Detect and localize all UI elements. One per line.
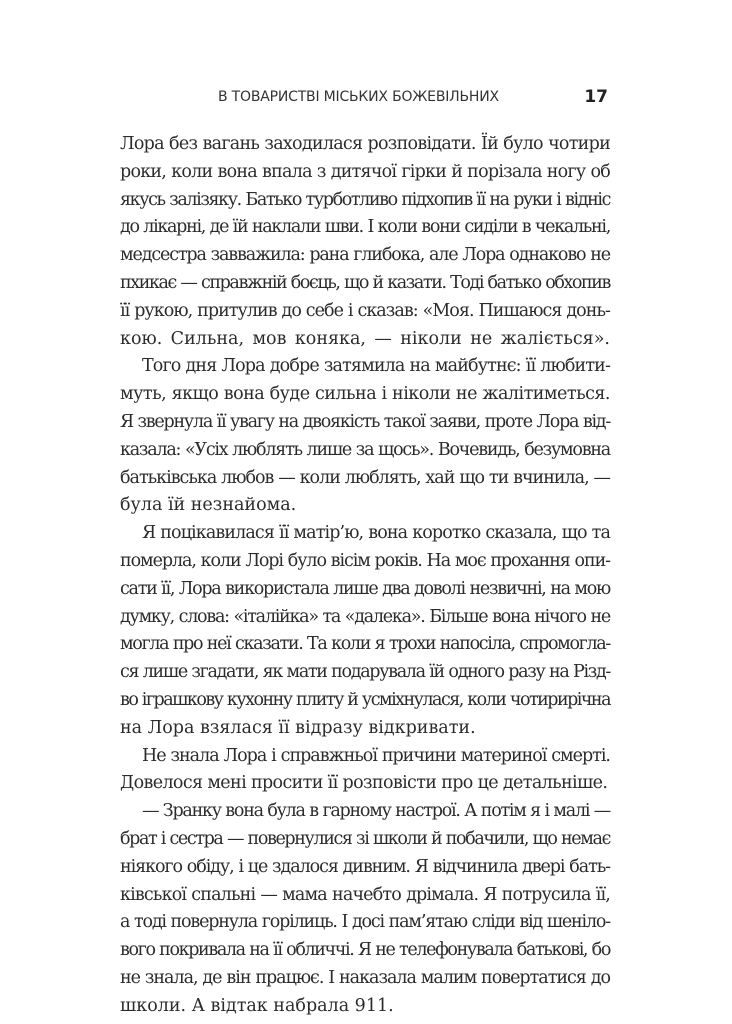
text-line: муть, якщо вона буде сильна і ніколи не жалітиметься.	[120, 384, 610, 405]
text-line: казала: «Усіх люблять лише за щось». Вочевидь, безумовна	[120, 439, 610, 460]
text-line: не знала, де він працює. І наказала малим повертатися до	[120, 967, 610, 988]
text-line: вого покривала на її обличчі. Я не телефонувала батькові, бо	[120, 940, 610, 961]
paragraph-4	[120, 743, 610, 799]
text-line: ківської спальні — мама начебто дрімала. Я потрусила її,	[120, 884, 610, 905]
text-line: школи. А відтак набрала 911.	[120, 995, 394, 1016]
body-text	[120, 131, 610, 1021]
text-line: пхикає — справжній боєць, що й казати. Тоді батько обхопив	[120, 272, 610, 293]
text-line: думку, слова: «італійка» та «далека». Більше вона нічого не	[120, 606, 610, 627]
text-line: роки, коли вона впала з дитячої гірки й порізала ногу об	[120, 161, 610, 182]
text-line: медсестра завважила: рана глибока, але Лора однаково не	[120, 245, 610, 266]
text-line: сати її, Лора використала лише два доволі незвичні, на мою	[120, 578, 610, 599]
paragraph-2	[120, 353, 610, 520]
text-line: її рукою, притулив до себе і сказав: «Моя. Пишаюся донь-	[120, 300, 610, 321]
text-line: ніякого обіду, і це здалося дивним. Я відчинила двері бать-	[120, 856, 610, 877]
text-line: Лора без вагань заходилася розповідати. Їй було чотири	[120, 134, 610, 154]
text-line: Того дня Лора добре затямила на майбутнє: її любити-	[142, 356, 610, 377]
text-line: во іграшкову кухонну плиту й усміхнулася, коли чотирирічна	[120, 689, 610, 710]
text-line: Я поцікавилася її матір’ю, вона коротко сказала, що та	[142, 523, 610, 544]
text-line: Довелося мені просити її розповісти про це детальніше.	[120, 773, 608, 794]
paragraph-1	[120, 131, 610, 353]
text-line: померла, коли Лорі було вісім років. На моє прохання опи-	[120, 550, 610, 571]
paragraph-5	[120, 798, 610, 1020]
text-line: — Зранку вона була в гарному настрої. А потім я і малі —	[142, 801, 610, 822]
text-line: була їй незнайома.	[120, 495, 297, 516]
text-line: кою. Сильна, мов коняка, — ніколи не жаліється».	[120, 328, 610, 349]
text-line: а тоді повернула горілиць. І досі пам’ятаю сліди від шеніло-	[120, 912, 610, 933]
text-line: Я звернула її увагу на двоякість такої заяви, проте Лора від-	[120, 411, 610, 432]
text-line: батьківська любов — коли люблять, хай що ти вчинила, —	[120, 467, 610, 488]
paragraph-3	[120, 520, 610, 742]
text-line: ся лише згадати, як мати подарувала їй одного разу на Різд-	[120, 662, 610, 683]
text-line: до лікарні, де їй наклали шви. І коли вони сиділи в чекальні,	[120, 217, 610, 238]
text-line: брат і сестра — повернулися зі школи й побачили, що немає	[120, 828, 610, 849]
running-header	[120, 87, 608, 111]
page-number: 17	[584, 87, 608, 107]
text-line: якусь залізяку. Батько турботливо підхопив її на руки і відніс	[120, 189, 610, 210]
text-line: Не знала Лора і справжньої причини материної смерті.	[142, 745, 610, 766]
text-line: могла про неї сказати. Та коли я трохи напосіла, спромогла-	[120, 634, 610, 655]
running-title: В ТОВАРИСТВІ МІСЬКИХ БОЖЕВІЛЬНИХ	[218, 89, 499, 105]
text-line: на Лора взялася її відразу відкривати.	[120, 717, 476, 738]
